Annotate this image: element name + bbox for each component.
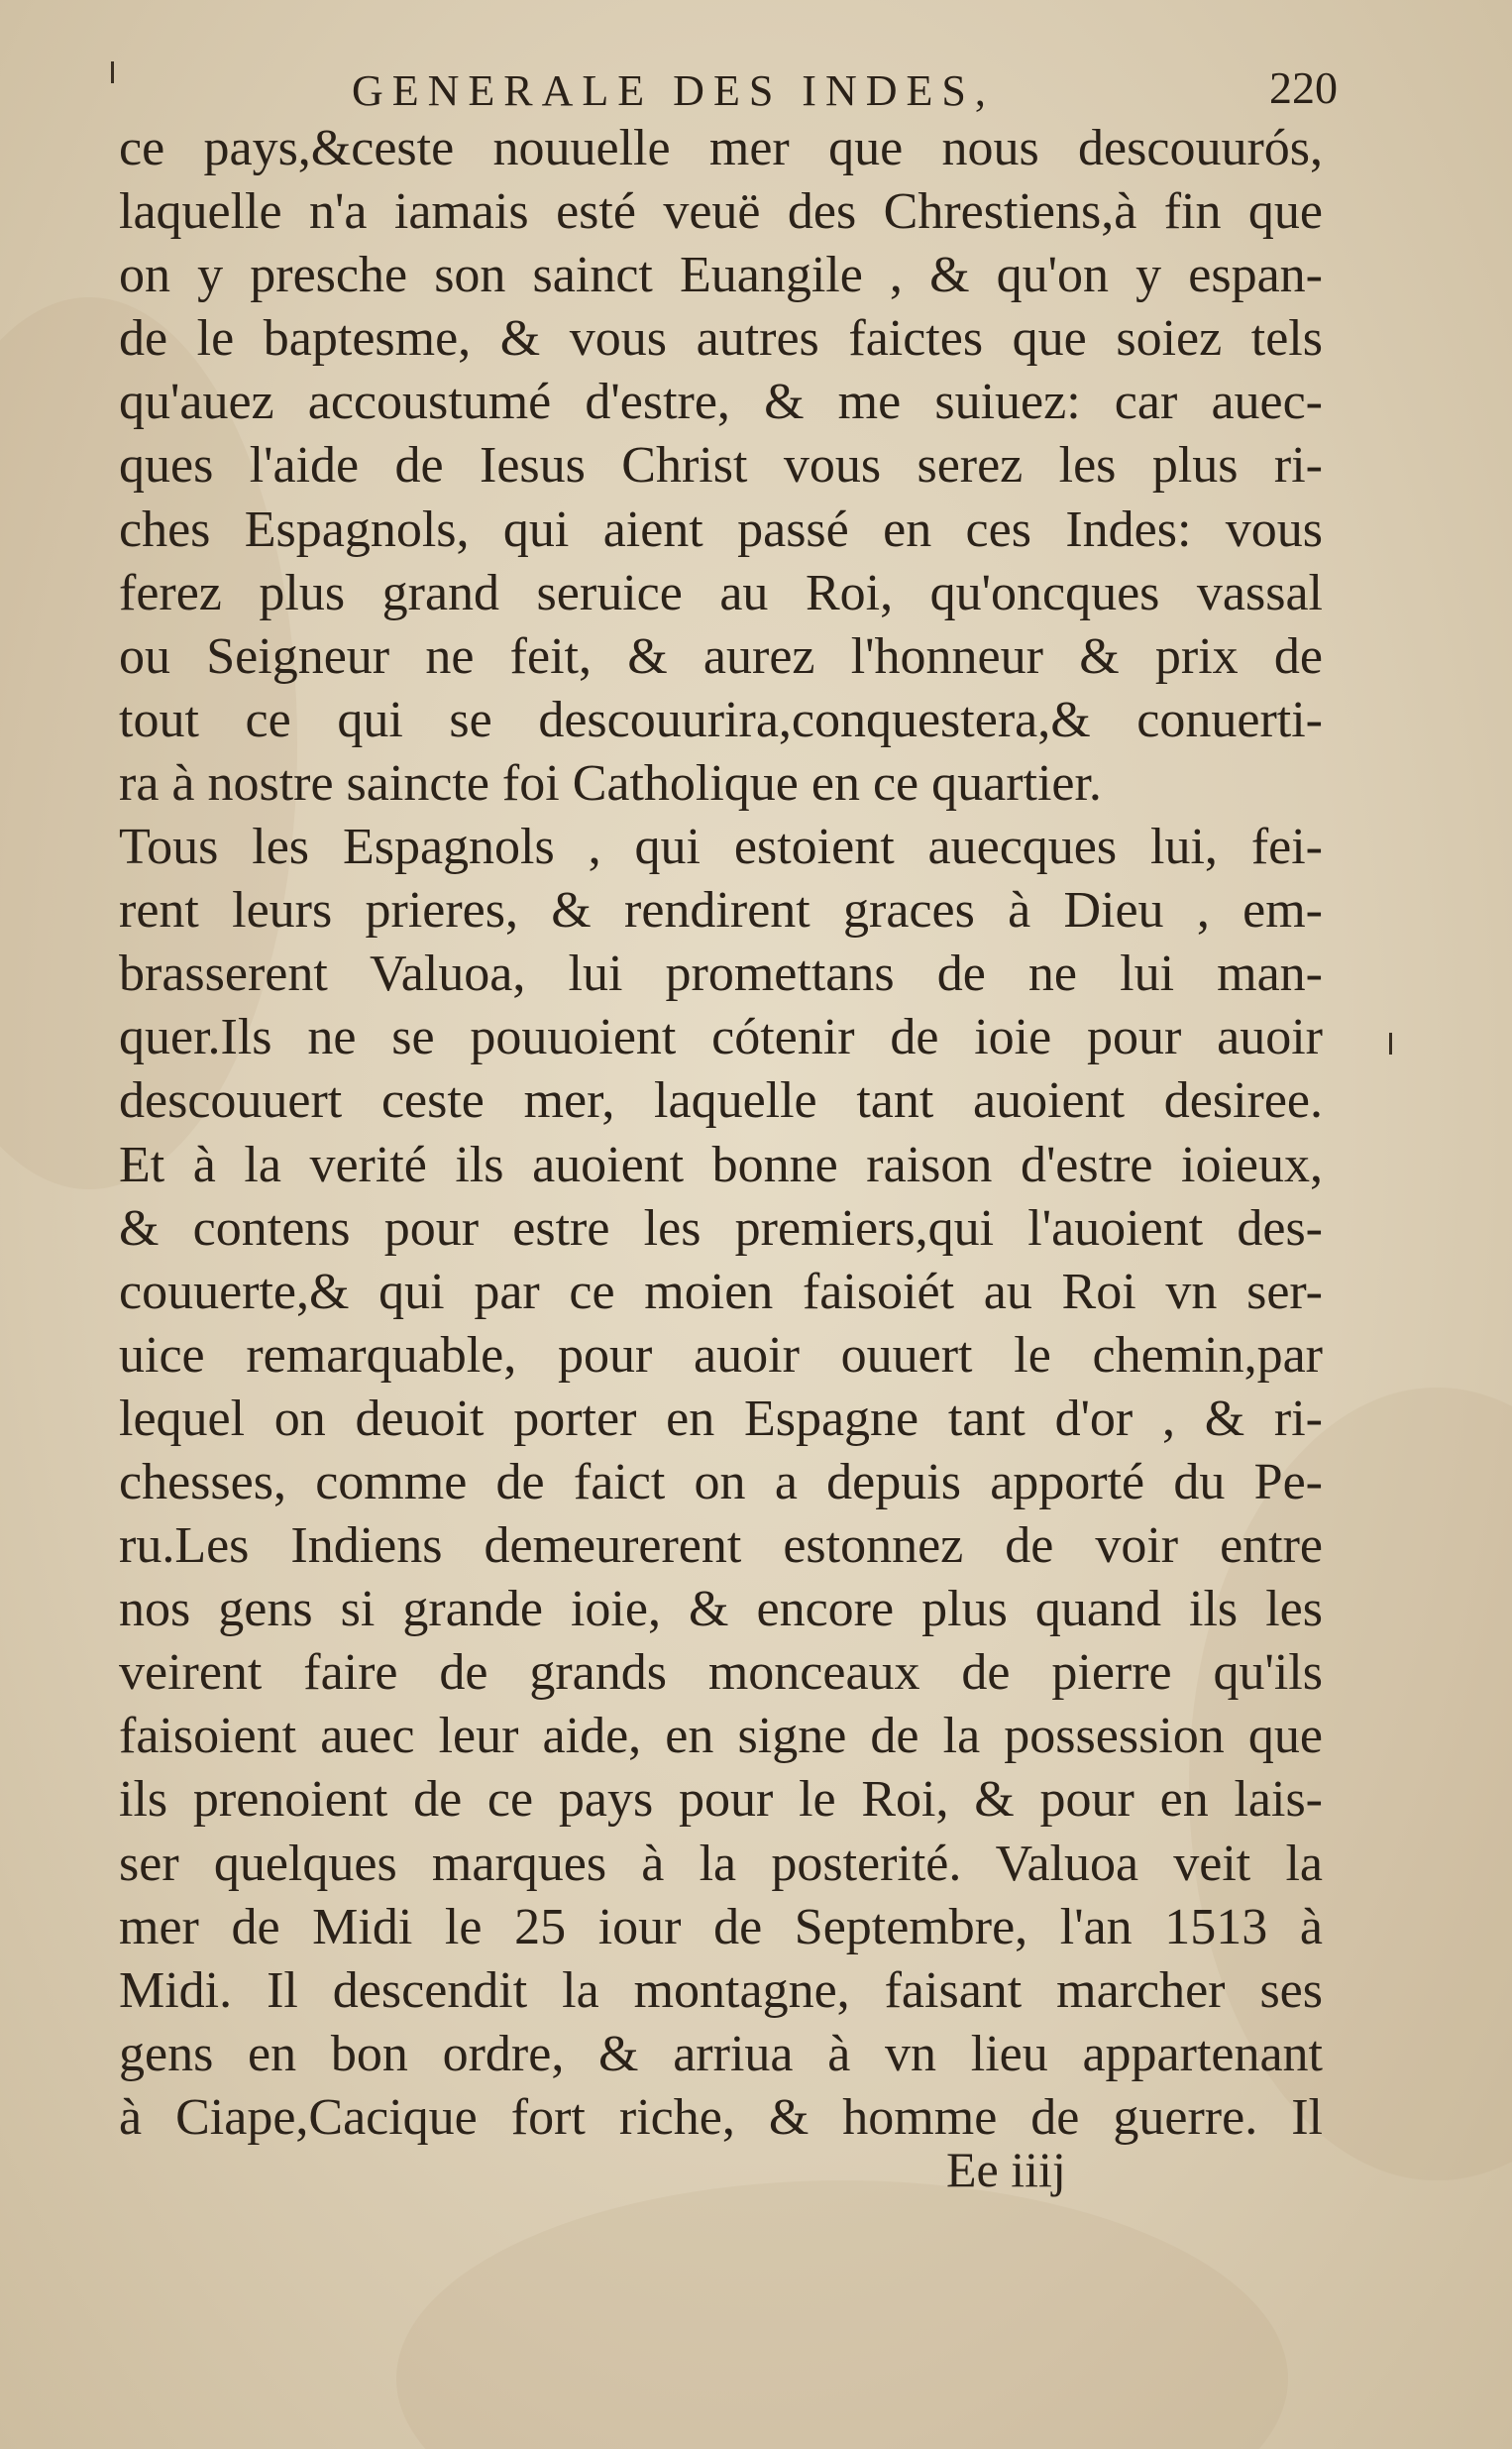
text-line: ferez plus grand seruice au Roi, qu'oncques vassal	[119, 564, 1323, 621]
page-number: 220	[1269, 62, 1338, 113]
text-line: chesses, comme de faict on a depuis apporté du Pe-	[119, 1453, 1323, 1510]
text-line: faisoient auec leur aide, en signe de la possession que	[119, 1708, 1323, 1765]
paper-stain	[396, 2180, 1288, 2449]
text-line: descouuert ceste mer, laquelle tant auoient desiree.	[119, 1072, 1323, 1130]
text-line: lequel on deuoit porter en Espagne tant d'or , & ri-	[119, 1390, 1323, 1447]
text-line: ra à nostre saincte foi Catholique en ce quartier.	[119, 754, 1102, 812]
text-line: gens en bon ordre, & arriua à vn lieu appartenant	[119, 2025, 1323, 2082]
margin-mark	[111, 61, 114, 83]
text-line: ser quelques marques à la posterité. Valuoa veit la	[119, 1835, 1323, 1892]
text-line: ru.Les Indiens demeurerent estonnez de voir entre	[119, 1517, 1323, 1575]
text-line: brasserent Valuoa, lui promettans de ne lui man-	[119, 946, 1323, 1003]
text-line: ches Espagnols, qui aient passé en ces Indes: vous	[119, 501, 1323, 558]
text-line: veirent faire de grands monceaux de pierre qu'ils	[119, 1644, 1323, 1702]
text-line: ce pays,&ceste nouuelle mer que nous descouurós,	[119, 120, 1323, 176]
page-header	[119, 52, 1338, 121]
catchword: Ee iiij	[946, 2142, 1066, 2197]
text-line: on y presche son sainct Euangile , & qu'on y espan-	[119, 247, 1323, 304]
text-line: Et à la verité ils auoient bonne raison d'estre ioieux,	[119, 1136, 1323, 1193]
text-line: laquelle n'a iamais esté veuë des Chrestiens,à fin que	[119, 183, 1323, 241]
text-line: ou Seigneur ne feit, & aurez l'honneur & prix de	[119, 627, 1323, 685]
text-line: & contens pour estre les premiers,qui l'auoient des-	[119, 1199, 1323, 1257]
text-line: tout ce qui se descouurira,conquestera,& conuerti-	[119, 691, 1323, 748]
text-line: nos gens si grande ioie, & encore plus quand ils les	[119, 1581, 1323, 1638]
text-line: ques l'aide de Iesus Christ vous serez les plus ri-	[119, 437, 1323, 495]
text-line: rent leurs prieres, & rendirent graces à Dieu , em-	[119, 882, 1323, 940]
text-line: Tous les Espagnols , qui estoient auecques lui, fei-	[119, 819, 1323, 876]
text-line: de le baptesme, & vous autres faictes que soiez tels	[119, 310, 1323, 368]
text-line: uice remarquable, pour auoir ouuert le chemin,par	[119, 1326, 1323, 1384]
text-line: quer.Ils ne se pouuoient cótenir de ioie pour auoir	[119, 1009, 1323, 1066]
running-title: GENERALE DES INDES,	[352, 66, 995, 115]
text-line: ils prenoient de ce pays pour le Roi, & pour en lais-	[119, 1771, 1323, 1829]
body-text	[119, 117, 1323, 2150]
text-line: qu'auez accoustumé d'estre, & me suiuez: car auec-	[119, 374, 1323, 431]
text-line: à Ciape,Cacique fort riche, & homme de guerre. Il	[119, 2088, 1323, 2146]
text-line: mer de Midi le 25 iour de Septembre, l'an 1513 à	[119, 1898, 1323, 1955]
margin-mark	[1389, 1033, 1392, 1055]
text-line: couuerte,& qui par ce moien faisoiét au Roi vn ser-	[119, 1263, 1323, 1320]
text-line: Midi. Il descendit la montagne, faisant marcher ses	[119, 1961, 1323, 2019]
